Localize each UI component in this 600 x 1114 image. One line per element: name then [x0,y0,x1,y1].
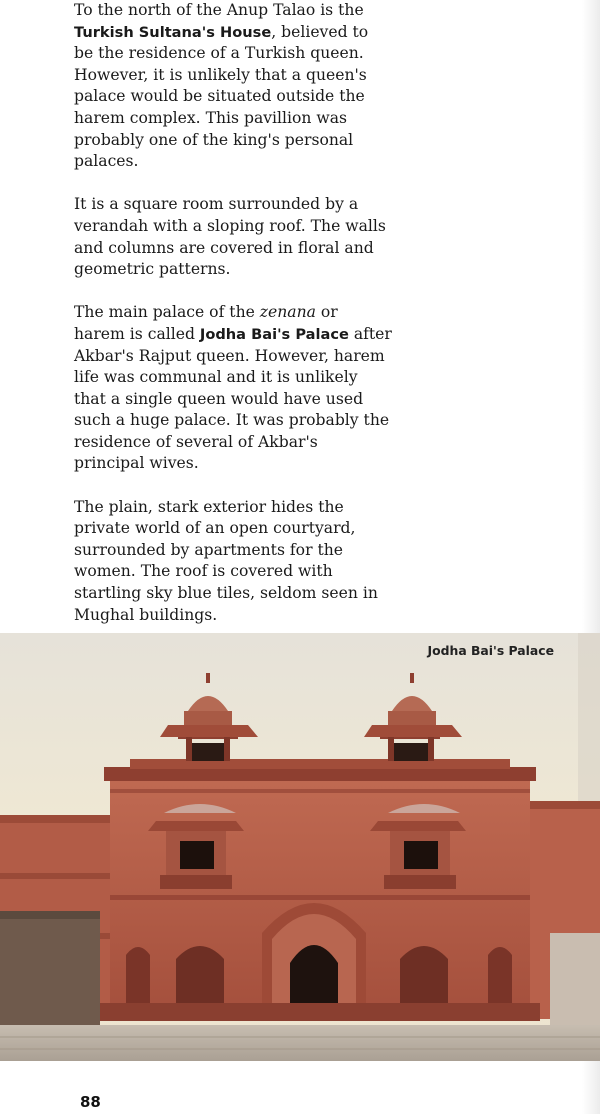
paragraph [74,302,392,475]
bold-term: Turkish Sultana's House [74,23,272,41]
text-run: The plain, stark exterior hides the private world of an open courtyard, surrounded by apartments for the women. The roof is covered with startling sky blue tiles, seldom seen in Mughal buildings. [74,497,378,624]
paragraph [74,194,392,280]
text-run: To the north of the Anup Talao is the [74,1,364,19]
palace-photo [0,633,600,1061]
italic-term: zenana [259,303,316,322]
text-run: or harem is called [74,303,338,343]
paragraph [74,497,392,627]
photo-caption: Jodha Bai's Palace [427,643,554,658]
text-run: , believed to be the residence of a Turkish queen. However, it is unlikely that a queen's palace would be situated outside the harem complex. This pavillion was probably one of the king's personal palaces. [74,22,369,171]
text-run: after Akbar's Rajput queen. However, harem life was communal and it is unlikely that a single queen would have used such a huge palace. It was probably the residence of several of Akbar's principal wives. [74,324,392,473]
text-run: It is a square room surrounded by a verandah with a sloping roof. The walls and columns are covered in floral and geometric patterns. [74,195,386,279]
text-run: The main palace of the [74,303,260,322]
bold-term: Jodha Bai's Palace [199,325,349,343]
page-number: 88 [80,1093,101,1111]
body-text [74,0,392,648]
paragraph [74,0,392,173]
